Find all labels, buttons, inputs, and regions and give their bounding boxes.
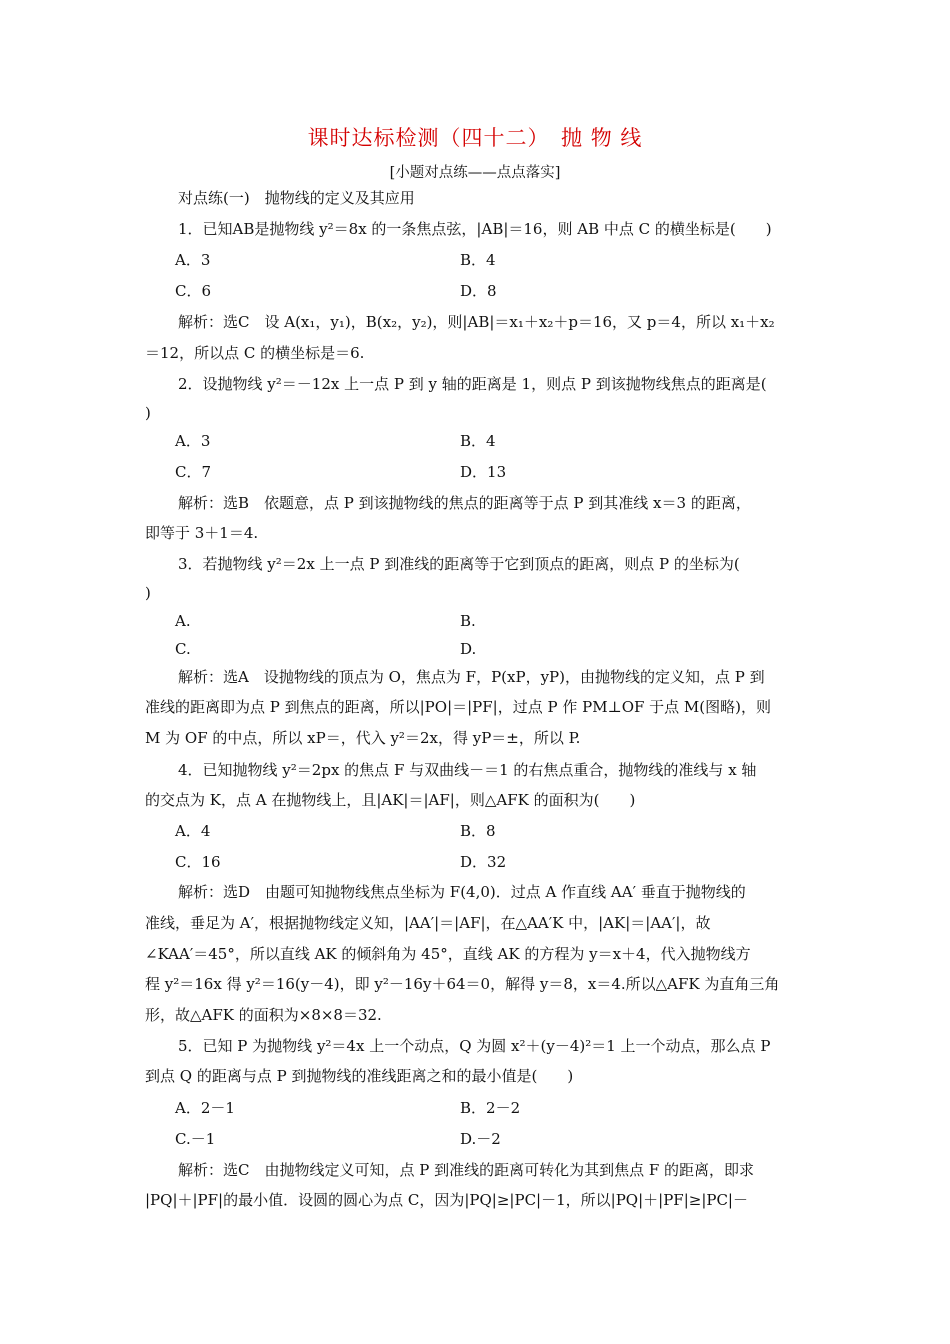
section-heading: 对点练(一) 抛物线的定义及其应用 xyxy=(178,189,415,207)
question-2-option-b: B．4 xyxy=(460,432,496,450)
question-4-stem: 4．已知抛物线 y²＝2px 的焦点 F 与双曲线－＝1 的右焦点重合，抛物线的准线与 x 轴 xyxy=(178,761,757,779)
question-4-option-b: B．8 xyxy=(460,822,496,840)
question-5-option-a: A．2－1 xyxy=(175,1099,235,1117)
question-4-solution-line: 形，故△AFK 的面积为×8×8＝32. xyxy=(145,1006,382,1024)
question-5-stem: 5．已知 P 为抛物线 y²＝4x 上一个动点，Q 为圆 x²＋(y－4)²＝1 上一个动点，那么点 P xyxy=(178,1037,771,1055)
question-4-solution-line: 解析：选D 由题可知抛物线焦点坐标为 F(4,0)．过点 A 作直线 AA′ 垂直于抛物线的 xyxy=(178,883,746,901)
question-1-solution-line: ＝12，所以点 C 的横坐标是＝6. xyxy=(145,344,365,362)
question-1-stem: 1．已知AB是抛物线 y²＝8x 的一条焦点弦，|AB|＝16，则 AB 中点 C 的横坐标是( ) xyxy=(178,220,772,238)
question-5-option-c: C.－1 xyxy=(175,1130,216,1148)
question-2-solution-line: 解析：选B 依题意，点 P 到该抛物线的焦点的距离等于点 P 到其准线 x＝3 的距离， xyxy=(178,494,751,512)
question-1-solution-line: 解析：选C 设 A(x₁，y₁)，B(x₂，y₂)，则|AB|＝x₁＋x₂＋p＝16，又 p＝4，所以 x₁＋x₂ xyxy=(178,313,775,331)
question-3-option-b: B. xyxy=(460,612,476,630)
question-3-stem-tail: ) xyxy=(145,584,151,602)
page-subtitle: [小题对点练——点点落实] xyxy=(389,165,561,181)
question-4-stem: 的交点为 K，点 A 在抛物线上，且|AK|＝|AF|，则△AFK 的面积为( ) xyxy=(145,791,636,809)
question-5-solution-line: 解析：选C 由抛物线定义可知，点 P 到准线的距离可转化为其到焦点 F 的距离，即求 xyxy=(178,1161,755,1179)
question-1-option-b: B．4 xyxy=(460,251,496,269)
question-5-stem: 到点 Q 的距离与点 P 到抛物线的准线距离之和的最小值是( ) xyxy=(145,1067,574,1085)
question-3-option-a: A. xyxy=(175,612,191,630)
question-3-option-c: C. xyxy=(175,640,191,658)
question-2-stem: 2．设抛物线 y²＝－12x 上一点 P 到 y 轴的距离是 1，则点 P 到该抛物线焦点的距离是( xyxy=(178,375,767,393)
question-5-solution-line: |PQ|＋|PF|的最小值．设圆的圆心为点 C，因为|PQ|≥|PC|－1，所以|PQ|＋|PF|≥|PC|－ xyxy=(145,1191,748,1209)
question-4-solution-line: ∠KAA′＝45°，所以直线 AK 的倾斜角为 45°，直线 AK 的方程为 y＝x＋4，代入抛物线方 xyxy=(145,945,751,963)
question-5-option-d: D.－2 xyxy=(460,1130,501,1148)
question-3-option-d: D. xyxy=(460,640,477,658)
question-4-solution-line: 程 y²＝16x 得 y²＝16(y－4)，即 y²－16y＋64＝0，解得 y＝8，x＝4.所以△AFK 为直角三角 xyxy=(145,975,780,993)
question-3-stem: 3．若抛物线 y²＝2x 上一点 P 到准线的距离等于它到顶点的距离，则点 P 的坐标为( xyxy=(178,555,740,573)
question-4-option-c: C．16 xyxy=(175,853,221,871)
question-2-stem-tail: ) xyxy=(145,404,151,422)
question-3-solution-line: 准线的距离即为点 P 到焦点的距离，所以|PO|＝|PF|，过点 P 作 PM⊥OF 于点 M(图略)，则 xyxy=(145,698,771,716)
question-2-option-c: C．7 xyxy=(175,463,212,481)
question-3-solution-line: M 为 OF 的中点，所以 xP＝，代入 y²＝2x，得 yP＝±，所以 P. xyxy=(145,729,581,747)
page-title: 课时达标检测（四十二） 抛 物 线 xyxy=(307,126,643,150)
question-3-solution-line: 解析：选A 设抛物线的顶点为 O，焦点为 F，P(xP，yP)，由抛物线的定义知，点 P 到 xyxy=(178,668,765,686)
question-2-option-d: D．13 xyxy=(460,463,507,481)
question-2-solution-line: 即等于 3＋1＝4. xyxy=(145,524,259,542)
question-2-option-a: A．3 xyxy=(175,432,211,450)
question-5-option-b: B．2－2 xyxy=(460,1099,521,1117)
question-1-option-d: D．8 xyxy=(460,282,497,300)
question-4-option-d: D．32 xyxy=(460,853,507,871)
question-4-option-a: A．4 xyxy=(175,822,211,840)
question-1-option-a: A．3 xyxy=(175,251,211,269)
question-1-option-c: C．6 xyxy=(175,282,212,300)
question-4-solution-line: 准线，垂足为 A′，根据抛物线定义知，|AA′|＝|AF|，在△AA′K 中，|AK|＝|AA′|，故 xyxy=(145,914,711,932)
